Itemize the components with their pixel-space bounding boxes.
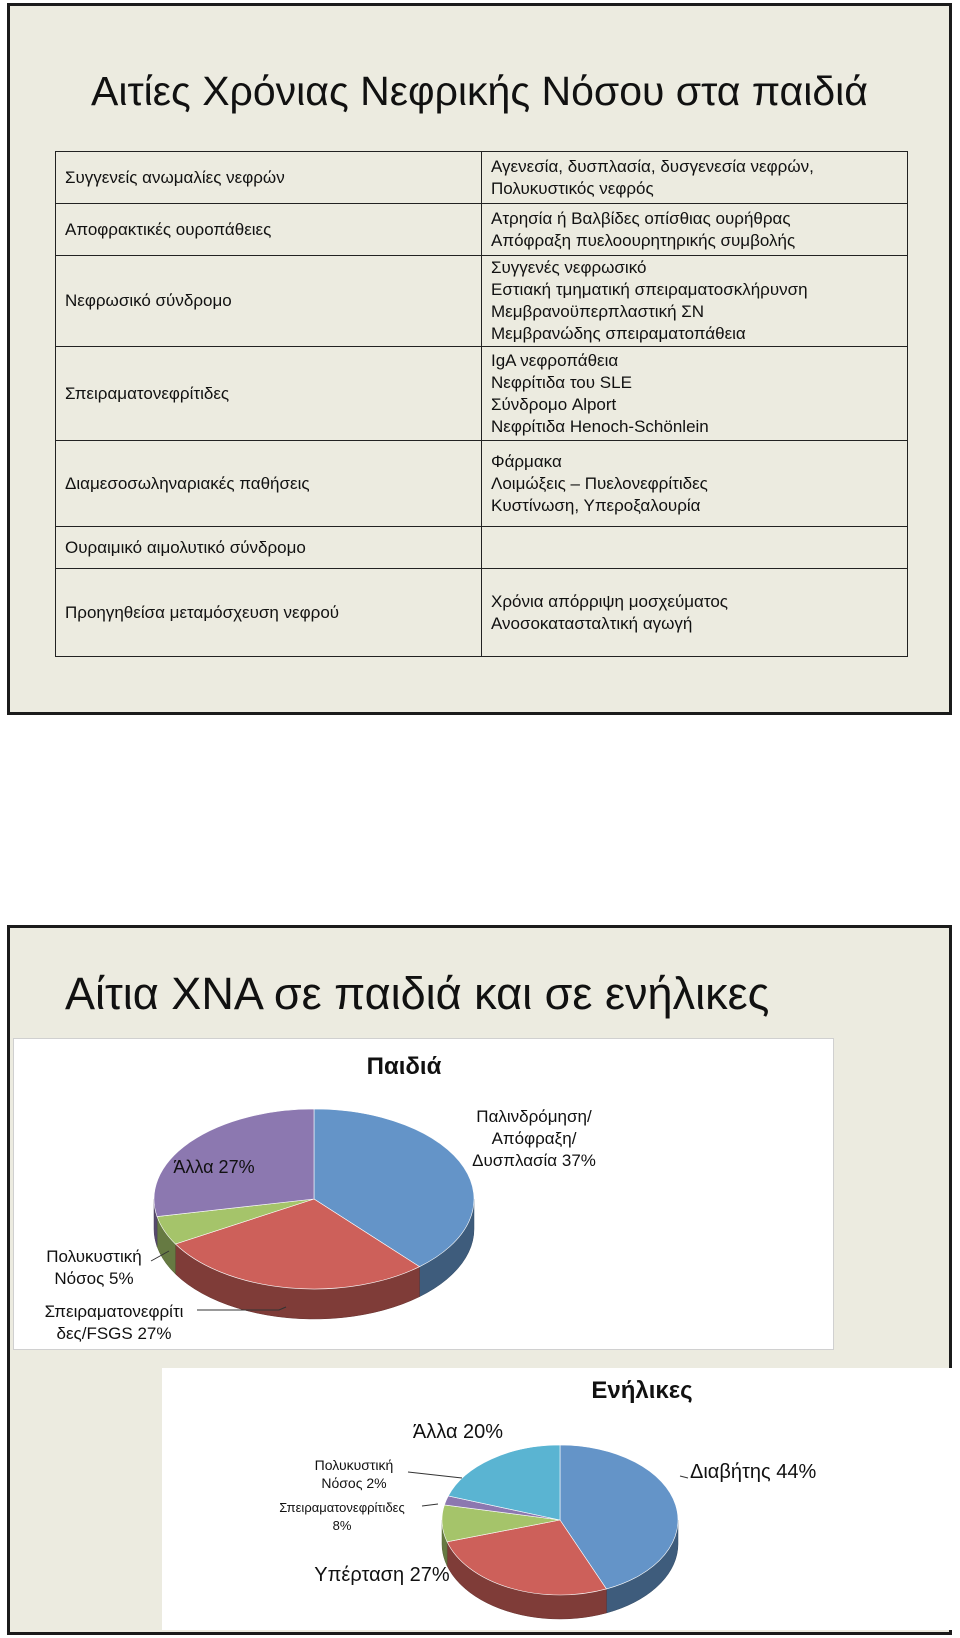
cause-category: Ουραιμικό αιμολυτικό σύνδρομο — [56, 527, 482, 569]
slice-label: Άλλα 27% — [173, 1157, 255, 1177]
cause-detail-line: Συγγενές νεφρωσικό — [491, 258, 647, 277]
table-row — [56, 152, 908, 204]
cause-category: Προηγηθείσα μεταμόσχευση νεφρού — [56, 569, 482, 657]
cause-detail-line: IgA νεφροπάθεια — [491, 350, 619, 370]
cause-details — [482, 441, 908, 527]
slice-label: Σπειραματονεφρίτι — [44, 1302, 184, 1321]
cause-details — [482, 347, 908, 441]
table-row — [56, 347, 908, 441]
slide-title: Αίτια ΧΝΑ σε παιδιά και σε ενήλικες — [65, 968, 770, 1019]
chart-title: Ενήλικες — [591, 1377, 693, 1404]
cause-detail-line: Απόφραξη πυελοουρητηρικής συμβολής — [491, 230, 796, 250]
table-row — [56, 527, 908, 569]
slice-label: Άλλα 20% — [412, 1421, 504, 1443]
children-chart-panel — [13, 1038, 834, 1350]
cause-category: Συγγενείς ανωμαλίες νεφρών — [56, 152, 482, 204]
cause-detail-line: Σύνδρομο Alport — [491, 394, 617, 414]
cause-category: Αποφρακτικές ουροπάθειες — [56, 204, 482, 256]
cause-category: Διαμεσοσωληναριακές παθήσεις — [56, 441, 482, 527]
slide-causes-children — [7, 3, 952, 715]
cause-detail-line: Μεμβρανοϋπερπλαστική ΣΝ — [491, 302, 705, 321]
leader-line — [422, 1504, 438, 1506]
cause-detail-line: Λοιμώξεις – Πυελονεφρίτιδες — [491, 473, 708, 493]
slice-label: Νόσος 2% — [321, 1475, 387, 1491]
slice-label: Δυσπλασία 37% — [472, 1151, 596, 1170]
slice-label: Πολυκυστική — [314, 1457, 394, 1473]
slice-label: Πολυκυστική — [46, 1247, 142, 1266]
table-row — [56, 441, 908, 527]
cause-detail-line: Ατρησία ή Βαλβίδες οπίσθιας ουρήθρας — [491, 208, 791, 228]
causes-table — [55, 151, 908, 657]
cause-detail-line: Νεφρίτιδα Henoch-Schönlein — [491, 416, 709, 436]
slide-title: Αιτίες Χρόνιας Νεφρικής Νόσου στα παιδιά — [91, 68, 868, 114]
table-row — [56, 204, 908, 256]
cause-details — [482, 204, 908, 256]
cause-detail-line: Εστιακή τμηματική σπειραματοσκλήρυνση — [491, 280, 808, 299]
children-pie-chart — [14, 1039, 833, 1349]
cause-details — [482, 527, 908, 569]
slice-label: Υπέρταση 27% — [314, 1564, 450, 1586]
slice-label: 8% — [332, 1518, 352, 1533]
pie-tops — [154, 1109, 474, 1289]
slice-label: Παλινδρόμηση/ — [476, 1107, 592, 1126]
cause-category: Σπειραματονεφρίτιδες — [56, 347, 482, 441]
leader-line — [408, 1472, 462, 1478]
adults-chart-panel — [162, 1368, 952, 1630]
pie-tops — [442, 1445, 678, 1595]
table-row — [56, 256, 908, 347]
slice-label: δες/FSGS 27% — [56, 1324, 172, 1343]
slice-label: Νόσος 5% — [54, 1269, 134, 1288]
cause-details — [482, 569, 908, 657]
cause-details — [482, 152, 908, 204]
adults-pie-chart — [162, 1368, 952, 1630]
slice-label: Σπειραματονεφρίτιδες — [279, 1500, 405, 1515]
cause-detail-line: Ανοσοκατασταλτική αγωγή — [491, 613, 693, 633]
cause-detail-line: Πολυκυστικός νεφρός — [491, 178, 654, 198]
leader-line — [680, 1476, 688, 1478]
cause-detail-line: Κυστίνωση, Υπεροξαλουρία — [491, 495, 701, 515]
cause-details — [482, 256, 908, 347]
slice-label: Διαβήτης 44% — [690, 1461, 817, 1483]
chart-title: Παιδιά — [366, 1053, 442, 1080]
slide-causes-comparison — [7, 925, 952, 1635]
cause-detail-line: Φάρμακα — [491, 451, 562, 471]
cause-category: Νεφρωσικό σύνδρομο — [56, 256, 482, 347]
cause-detail-line: Χρόνια απόρριψη μοσχεύματος — [491, 591, 729, 611]
slice-label: Απόφραξη/ — [491, 1129, 577, 1148]
cause-detail-line: Νεφρίτιδα του SLE — [491, 372, 632, 392]
cause-detail-line: Μεμβρανώδης σπειραματοπάθεια — [491, 324, 746, 343]
cause-detail-line: Αγενεσία, δυσπλασία, δυσγενεσία νεφρών, — [491, 156, 814, 176]
table-row — [56, 569, 908, 657]
